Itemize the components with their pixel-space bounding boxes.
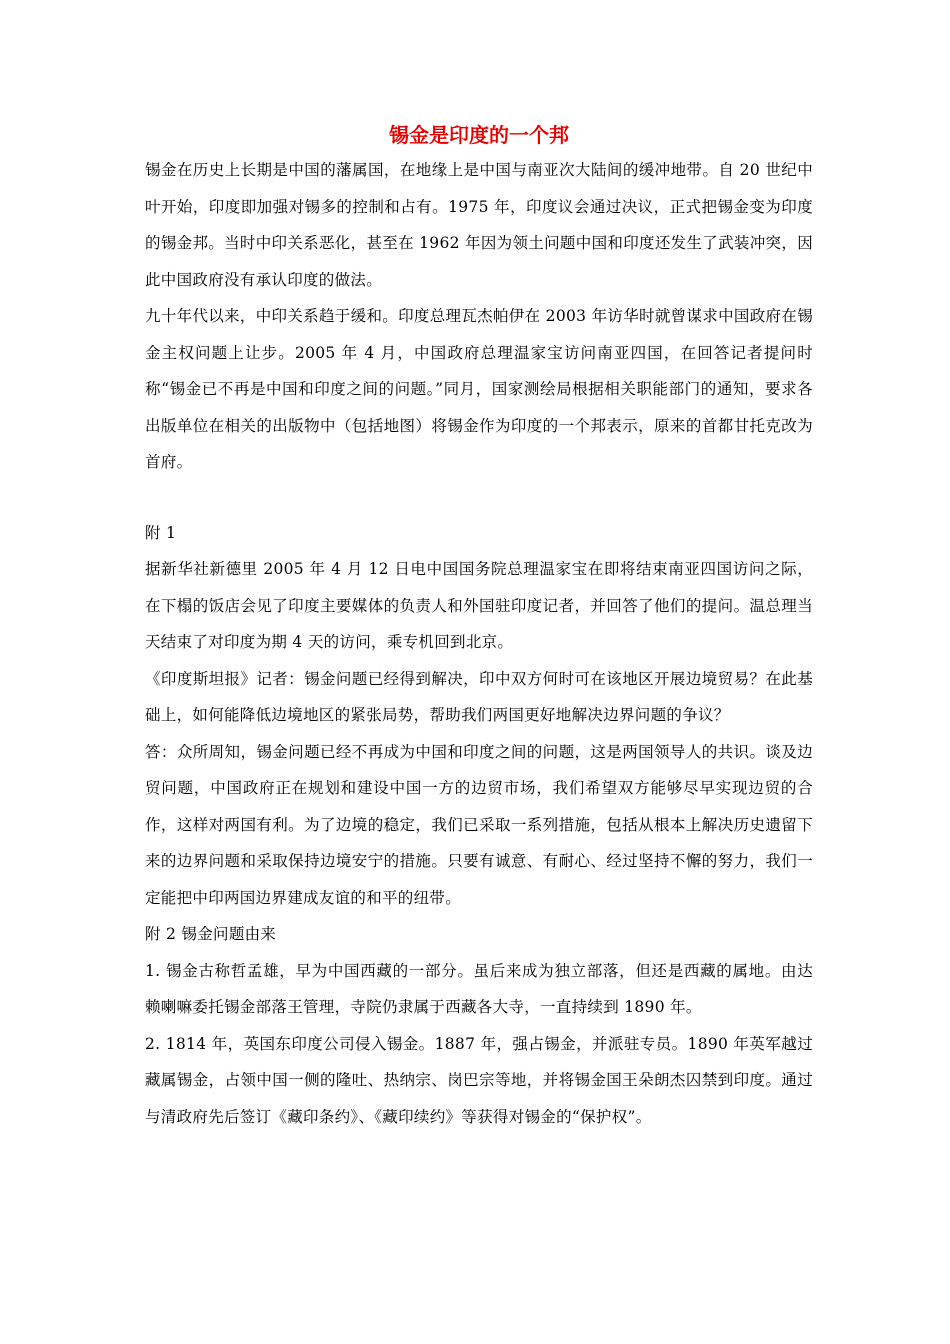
section-spacer xyxy=(145,481,813,515)
document-title: 锡金是印度的一个邦 xyxy=(389,123,569,147)
appendix2-heading: 附 2 锡金问题由来 xyxy=(145,925,277,943)
intro-paragraph: 锡金在历史上长期是中国的藩属国，在地缘上是中国与南亚次大陆间的缓冲地带。自 20 世纪中叶开始，印度即加强对锡多的控制和占有。1975 年，印度议会通过决议，正式把锡金变为印度的锡金邦。当时中印关系恶化，甚至在 1962 年因为领土问题中国和印度还发生了武装冲突，因此中国政府没有承认印度的做法。 xyxy=(145,161,813,289)
appendix2-item-1: 1. 锡金古称哲孟雄，早为中国西藏的一部分。虽后来成为独立部落，但还是西藏的属地。由达赖喇嘛委托锡金部落王管理，寺院仍隶属于西藏各大寺，一直持续到 1890 年。 xyxy=(145,961,813,1016)
appendix1-news-paragraph: 据新华社新德里 2005 年 4 月 12 日电中国国务院总理温家宝在即将结束南亚四国访问之际，在下榻的饭店会见了印度主要媒体的负责人和外国驻印度记者，并回答了他们的提问。温总理当天结束了对印度为期 4 天的访问，乘专机回到北京。 xyxy=(145,560,813,651)
appendix1-answer-paragraph: 答：众所周知，锡金问题已经不再成为中国和印度之间的问题，这是两国领导人的共识。谈及边贸问题，中国政府正在规划和建设中国一方的边贸市场，我们希望双方能够尽早实现边贸的合作，这样对两国有利。为了边境的稳定，我们已采取一系列措施，包括从根本上解决历史遗留下来的边界问题和采取保持边境安宁的措施。只要有诚意、有耐心、经过坚持不懈的努力，我们一定能把中印两国边界建成友谊的和平的纽带。 xyxy=(145,742,813,907)
appendix1-question-paragraph: 《印度斯坦报》记者：锡金问题已经得到解决，印中双方何时可在该地区开展边境贸易？在此基础上，如何能降低边境地区的紧张局势，帮助我们两国更好地解决边界问题的争议？ xyxy=(145,669,813,724)
appendix2-item-2: 2. 1814 年，英国东印度公司侵入锡金。1887 年，强占锡金，并派驻专员。1890 年英军越过藏属锡金，占领中国一侧的隆吐、热纳宗、岗巴宗等地，并将锡金国王朵朗杰囚禁到印度。通过与清政府先后签订《藏印条约》、《藏印续约》等获得对锡金的“保护权”。 xyxy=(145,1034,813,1126)
nineties-paragraph: 九十年代以来，中印关系趋于缓和。印度总理瓦杰帕伊在 2003 年访华时就曾谋求中国政府在锡金主权问题上让步。2005 年 4 月，中国政府总理温家宝访问南亚四国，在回答记者提问时称“锡金已不再是中国和印度之间的问题。”同月，国家测绘局根据相关职能部门的通知，要求各出版单位在相关的出版物中（包括地图）将锡金作为印度的一个邦表示，原来的首都甘托克改为首府。 xyxy=(145,307,813,471)
document-page xyxy=(145,118,813,1135)
appendix1-heading: 附 1 xyxy=(145,523,177,542)
